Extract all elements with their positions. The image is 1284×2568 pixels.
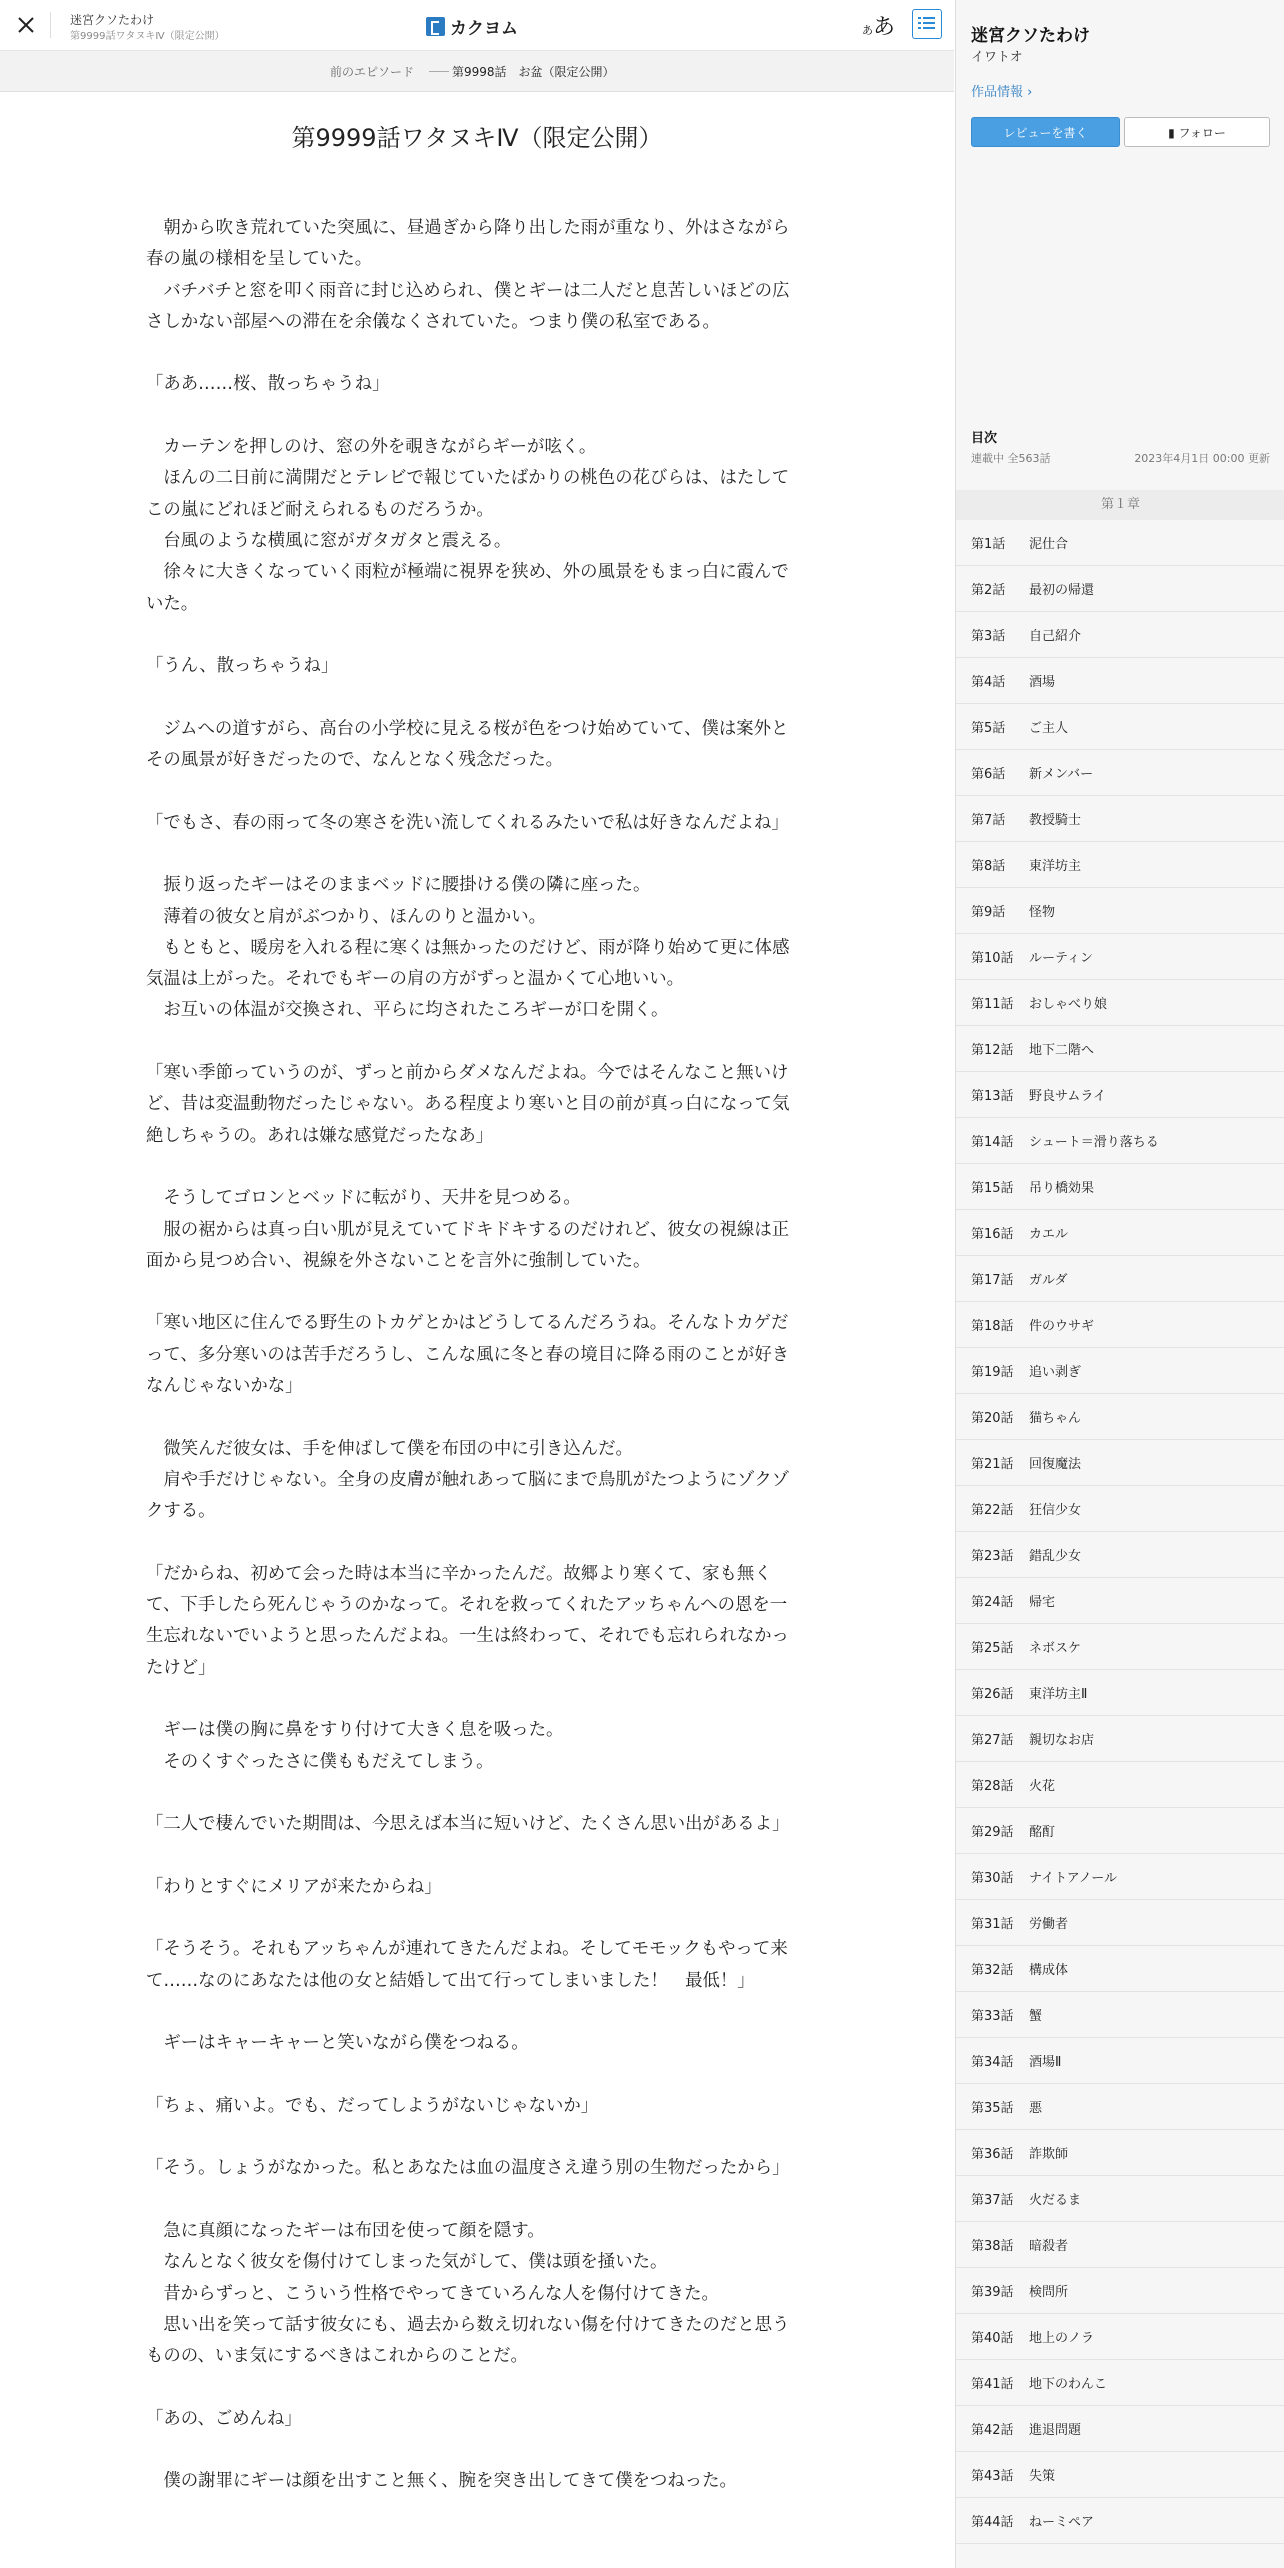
episode-list-item[interactable] xyxy=(956,1164,1284,1210)
episode-number: 第15話 xyxy=(971,1181,1014,1196)
episode-title-link: 酩酊 xyxy=(1029,1825,1056,1840)
previous-episode-link[interactable]: 前のエピソード xyxy=(330,65,415,79)
blank-line xyxy=(146,1027,792,1058)
episode-list-item[interactable] xyxy=(956,1210,1284,1256)
episode-list-item[interactable] xyxy=(956,980,1284,1026)
episode-title-link: シュート＝滑り落ちる xyxy=(1029,1135,1159,1150)
episode-list-item[interactable] xyxy=(956,566,1284,612)
episode-nav-bar xyxy=(0,51,954,92)
body-paragraph: 台風のような横風に窓がガタガタと震える。 xyxy=(146,530,512,551)
blank-line xyxy=(146,1527,792,1558)
episode-number: 第25話 xyxy=(971,1641,1014,1656)
episode-title-link: 労働者 xyxy=(1029,1917,1069,1932)
body-paragraph: 僕の謝罪にギーは顔を出すこと無く、腕を突き出してきて僕をつねった。 xyxy=(146,2471,737,2492)
blank-line xyxy=(146,2435,792,2466)
body-paragraph: そうしてゴロンとベッドに転がり、天井を見つめる。 xyxy=(146,1188,581,1209)
episode-list-item[interactable] xyxy=(956,1486,1284,1532)
blank-line xyxy=(146,338,792,369)
nav-separator xyxy=(429,71,449,72)
blank-line xyxy=(146,1778,792,1809)
episode-title-link: カエル xyxy=(1029,1227,1069,1242)
blank-line xyxy=(146,401,792,432)
episode-list-item[interactable] xyxy=(956,520,1284,566)
episode-number: 第35話 xyxy=(971,2101,1014,2116)
episode-list-item[interactable] xyxy=(956,2314,1284,2360)
episode-body xyxy=(146,213,792,2498)
sidebar-author[interactable]: イワトオ xyxy=(971,50,1023,65)
episode-title-link: 錯乱少女 xyxy=(1029,1549,1082,1564)
episode-list-item[interactable] xyxy=(956,1808,1284,1854)
body-paragraph: 「だからね、初めて会った時は本当に辛かったんだ。故郷より寒くて、家も無くて、下手したら死んじゃうのかなって。それを救ってくれたアッちゃんへの恩を一生忘れないでいようと思ったんだよね。一生は終わって、それでも忘れられなかったけど」 xyxy=(146,1563,789,1678)
episode-title-link: 東洋坊主 xyxy=(1029,859,1082,874)
episode-title-link: 地下のわんこ xyxy=(1029,2377,1108,2392)
episode-title-link: 地下二階へ xyxy=(1029,1043,1095,1058)
toc-toggle-button[interactable] xyxy=(912,9,942,39)
blank-line xyxy=(146,2185,792,2216)
body-paragraph: 「うん、散っちゃうね」 xyxy=(146,656,339,677)
episode-title-link: 暗殺者 xyxy=(1029,2239,1069,2254)
body-paragraph: 昔からずっと、こういう性格でやってきていろんな人を傷付けてきた。 xyxy=(146,2283,719,2304)
episode-list-item[interactable] xyxy=(956,842,1284,888)
episode-number: 第12話 xyxy=(971,1043,1014,1058)
episode-number: 第17話 xyxy=(971,1273,1014,1288)
toc-heading: 目次 xyxy=(971,431,998,446)
work-info-label: 作品情報 xyxy=(971,85,1024,100)
brand-name: カクヨム xyxy=(450,19,518,39)
episode-number: 第8話 xyxy=(971,859,1006,874)
episode-title-link: 進退問題 xyxy=(1029,2423,1082,2438)
body-paragraph: 「あの、ごめんね」 xyxy=(146,2408,302,2429)
episode-list-item[interactable] xyxy=(956,2452,1284,2498)
episode-list-item[interactable] xyxy=(956,1394,1284,1440)
episode-number: 第13話 xyxy=(971,1089,1014,1104)
episode-number: 第16話 xyxy=(971,1227,1014,1242)
brand-logo[interactable] xyxy=(426,14,518,39)
header-episode-title: 第9999話ワタヌキⅣ（限定公開） xyxy=(70,31,225,42)
body-paragraph: 服の裾からは真っ白い肌が見えていてドキドキするのだけれど、彼女の視線は正面から見つめ合い、視線を外さないことを言外に強制していた。 xyxy=(146,1219,790,1271)
header-work-title[interactable]: 迷宮クソたわけ xyxy=(70,13,155,27)
episode-number: 第40話 xyxy=(971,2331,1014,2346)
episode-title-link: 悪 xyxy=(1029,2101,1043,2116)
episode-list xyxy=(956,520,1284,2544)
episode-title-link: 火だるま xyxy=(1029,2193,1082,2208)
episode-number: 第14話 xyxy=(971,1135,1014,1150)
body-paragraph: 「寒い季節っていうのが、ずっと前からダメなんだよね。今ではそんなこと無いけど、昔は変温動物だったじゃない。ある程度より寒いと目の前が真っ白になって気絶しちゃうの。あれは嫌な感覚だったなあ」 xyxy=(146,1063,790,1146)
episode-title-link: 親切なお店 xyxy=(1029,1733,1095,1748)
episode-title-link: 検問所 xyxy=(1029,2285,1069,2300)
toc-status: 連載中 全563話 xyxy=(971,452,1051,465)
episode-number: 第28話 xyxy=(971,1779,1014,1794)
body-paragraph: バチバチと窓を叩く雨音に封じ込められ、僕とギーは二人だと息苦しいほどの広さしかない部屋への滞在を余儀なくされていた。つまり僕の私室である。 xyxy=(146,280,790,332)
body-paragraph: 「でもさ、春の雨って冬の寒さを洗い流してくれるみたいで私は好きなんだよね」 xyxy=(146,812,789,833)
header-divider xyxy=(50,12,51,38)
body-paragraph: 朝から吹き荒れていた突風に、昼過ぎから降り出した雨が重なり、外はさながら春の嵐の様相を呈していた。 xyxy=(146,218,790,270)
episode-number: 第29話 xyxy=(971,1825,1014,1840)
episode-number: 第23話 xyxy=(971,1549,1014,1564)
previous-episode-title[interactable]: 第9998話 お盆（限定公開） xyxy=(452,65,615,79)
list-icon xyxy=(913,10,940,37)
body-paragraph: カーテンを押しのけ、窓の外を覗きながらギーが呟く。 xyxy=(146,437,597,458)
blank-line xyxy=(146,839,792,870)
episode-number: 第21話 xyxy=(971,1457,1014,1472)
body-paragraph: 徐々に大きくなっていく雨粒が極端に視界を狭め、外の風景をもまっ白に霞んでいた。 xyxy=(146,562,789,614)
blank-line xyxy=(146,2122,792,2153)
episode-title-link: 構成体 xyxy=(1029,1963,1069,1978)
episode-number: 第43話 xyxy=(971,2469,1014,2484)
episode-title-link: おしゃべり娘 xyxy=(1029,997,1108,1012)
episode-list-item[interactable] xyxy=(956,2360,1284,2406)
blank-line xyxy=(146,1277,792,1308)
episode-title-link: ガルダ xyxy=(1029,1273,1068,1288)
episode-title-link: ご主人 xyxy=(1029,721,1069,736)
episode-list-item[interactable] xyxy=(956,1532,1284,1578)
font-size-large-glyph: あ xyxy=(873,15,896,40)
toc-updated: 2023年4月1日 00:00 更新 xyxy=(1134,452,1270,465)
episode-list-item[interactable] xyxy=(956,1992,1284,2038)
episode-number: 第19話 xyxy=(971,1365,1014,1380)
episode-title-link: ねーミペア xyxy=(1029,2515,1095,2530)
episode-list-item[interactable] xyxy=(956,1624,1284,1670)
episode-number: 第4話 xyxy=(971,675,1006,690)
blank-line xyxy=(146,1997,792,2028)
episode-title: 第9999話ワタヌキⅣ（限定公開） xyxy=(291,124,663,152)
work-info-link[interactable] xyxy=(971,81,1032,100)
episode-number: 第32話 xyxy=(971,1963,1014,1978)
episode-list-item[interactable] xyxy=(956,2176,1284,2222)
episode-title-link: ネボスケ xyxy=(1029,1641,1082,1656)
episode-title-link: 追い剥ぎ xyxy=(1029,1365,1082,1380)
episode-title-link: 新メンバー xyxy=(1029,767,1094,782)
episode-number: 第3話 xyxy=(971,629,1006,644)
body-paragraph: 「ちょ、痛いよ。でも、だってしようがないじゃないか」 xyxy=(146,2095,599,2116)
episode-number: 第1話 xyxy=(971,537,1006,552)
episode-title-link: 自己紹介 xyxy=(1029,629,1082,644)
episode-number: 第24話 xyxy=(971,1595,1014,1610)
episode-list-item[interactable] xyxy=(956,1578,1284,1624)
episode-list-item[interactable] xyxy=(956,934,1284,980)
body-paragraph: ギーは僕の胸に鼻をすり付けて大きく息を吸った。 xyxy=(146,1720,564,1741)
episode-list-item[interactable] xyxy=(956,2222,1284,2268)
blank-line xyxy=(146,682,792,713)
episode-list-item[interactable] xyxy=(956,1026,1284,1072)
episode-list-item[interactable] xyxy=(956,1670,1284,1716)
body-paragraph: 「そうそう。それもアッちゃんが連れてきたんだよね。そしてモモックもやって来て……なのにあなたは他の女と結婚して出て行ってしまいました！ 最低！」 xyxy=(146,1939,788,1991)
episode-title-link: 詐欺師 xyxy=(1029,2147,1069,2162)
episode-number: 第10話 xyxy=(971,951,1014,966)
write-review-button[interactable]: レビューを書く xyxy=(971,117,1120,147)
episode-title-link: 吊り橋効果 xyxy=(1029,1181,1095,1196)
episode-number: 第39話 xyxy=(971,2285,1014,2300)
episode-list-item[interactable] xyxy=(956,2084,1284,2130)
blank-line xyxy=(146,1903,792,1934)
episode-number: 第26話 xyxy=(971,1687,1014,1702)
episode-list-item[interactable] xyxy=(956,1900,1284,1946)
body-paragraph: ジムへの道すがら、高台の小学校に見える桜が色をつけ始めていて、僕は案外とその風景が好きだったので、なんとなく残念だった。 xyxy=(146,718,789,771)
episode-list-item[interactable] xyxy=(956,2498,1284,2544)
blank-line xyxy=(146,2372,792,2403)
chapter-heading: 第１章 xyxy=(956,490,1284,520)
body-paragraph: なんとなく彼女を傷付けてしまった気がして、僕は頭を掻いた。 xyxy=(146,2252,668,2273)
body-paragraph: 振り返ったギーはそのままベッドに腰掛ける僕の隣に座った。 xyxy=(146,875,651,896)
body-paragraph: 「寒い地区に住んでる野生のトカゲとかはどうしてるんだろうね。そんなトカゲだって、多分寒いのは苦手だろうし、こんな風に冬と春の境目に降る雨のことが好きなんじゃないかな」 xyxy=(146,1313,790,1396)
episode-number: 第42話 xyxy=(971,2423,1014,2438)
bookmark-plus-icon: ▮ xyxy=(1168,125,1175,140)
episode-number: 第18話 xyxy=(971,1319,1014,1334)
episode-list-item[interactable] xyxy=(956,796,1284,842)
episode-number: 第22話 xyxy=(971,1503,1014,1518)
body-paragraph: お互いの体温が交換され、平らに均されたころギーが口を開く。 xyxy=(146,1000,669,1021)
body-paragraph: そのくすぐったさに僕ももだえてしまう。 xyxy=(146,1751,494,1772)
episode-list-item[interactable] xyxy=(956,1348,1284,1394)
follow-button[interactable] xyxy=(1124,117,1270,147)
episode-number: 第20話 xyxy=(971,1411,1014,1426)
font-size-small-glyph: あ xyxy=(862,24,873,37)
episode-number: 第44話 xyxy=(971,2515,1014,2530)
episode-title-link: 蟹 xyxy=(1029,2009,1043,2024)
episode-number: 第41話 xyxy=(971,2377,1014,2392)
episode-title-link: 狂信少女 xyxy=(1029,1503,1082,1518)
episode-title-link: 地上のノラ xyxy=(1029,2331,1095,2346)
blank-line xyxy=(146,2060,792,2091)
episode-title-link: 東洋坊主Ⅱ xyxy=(1029,1687,1088,1702)
episode-list-item[interactable] xyxy=(956,750,1284,796)
blank-line xyxy=(146,620,792,651)
kakuyomu-logo-icon xyxy=(426,17,445,36)
sidebar xyxy=(955,0,1284,2568)
episode-list-item[interactable] xyxy=(956,888,1284,934)
body-paragraph: 「わりとすぐにメリアが来たからね」 xyxy=(146,1876,442,1897)
sidebar-work-title[interactable]: 迷宮クソたわけ xyxy=(971,26,1090,46)
episode-list-item[interactable] xyxy=(956,704,1284,750)
body-paragraph: 薄着の彼女と肩がぶつかり、ほんのりと温かい。 xyxy=(146,906,546,927)
episode-title-link: 酒場 xyxy=(1029,675,1056,690)
episode-number: 第27話 xyxy=(971,1733,1014,1748)
episode-list-item[interactable] xyxy=(956,1118,1284,1164)
episode-number: 第30話 xyxy=(971,1871,1014,1886)
body-paragraph: 「ああ……桜、散っちゃうね」 xyxy=(146,374,390,395)
episode-title-link: 泥仕合 xyxy=(1029,537,1069,552)
episode-number: 第33話 xyxy=(971,2009,1014,2024)
episode-number: 第38話 xyxy=(971,2239,1014,2254)
blank-line xyxy=(146,1402,792,1433)
blank-line xyxy=(146,776,792,807)
body-paragraph: ギーはキャーキャーと笑いながら僕をつねる。 xyxy=(146,2033,529,2054)
episode-number: 第37話 xyxy=(971,2193,1014,2208)
blank-line xyxy=(146,1840,792,1871)
episode-list-item[interactable] xyxy=(956,1716,1284,1762)
episode-title-link: 回復魔法 xyxy=(1029,1457,1082,1472)
episode-number: 第7話 xyxy=(971,813,1006,828)
episode-number: 第2話 xyxy=(971,583,1006,598)
body-paragraph: もともと、暖房を入れる程に寒くは無かったのだけど、雨が降り始めて更に体感気温は上がった。それでもギーの肩の方がずっと温かくて心地いい。 xyxy=(146,937,790,990)
episode-title-link: 帰宅 xyxy=(1029,1595,1056,1610)
episode-title-link: ナイトアノール xyxy=(1029,1871,1118,1886)
episode-list-item[interactable] xyxy=(956,2038,1284,2084)
episode-title-link: ルーティン xyxy=(1029,951,1093,966)
body-paragraph: 肩や手だけじゃない。全身の皮膚が触れあって脳にまで鳥肌がたつようにゾクゾクする。 xyxy=(146,1469,790,1522)
body-paragraph: 思い出を笑って話す彼女にも、過去から数え切れない傷を付けてきたのだと思うものの、いま気にするべきはこれからのことだ。 xyxy=(146,2314,790,2367)
body-paragraph: 微笑んだ彼女は、手を伸ばして僕を布団の中に引き込んだ。 xyxy=(146,1438,633,1459)
episode-title-link: 酒場Ⅱ xyxy=(1029,2055,1062,2070)
episode-list-item[interactable] xyxy=(956,1302,1284,1348)
body-paragraph: 「そう。しょうがなかった。私とあなたは血の温度さえ違う別の生物だったから」 xyxy=(146,2158,790,2179)
episode-list-item[interactable] xyxy=(956,1854,1284,1900)
episode-title-link: 失策 xyxy=(1029,2469,1056,2484)
blank-line xyxy=(146,1152,792,1183)
episode-number: 第5話 xyxy=(971,721,1006,736)
close-icon[interactable] xyxy=(14,13,38,37)
episode-title-link: 教授騎士 xyxy=(1029,813,1082,828)
body-paragraph: 「二人で棲んでいた期間は、今思えば本当に短いけど、たくさん思い出があるよ」 xyxy=(146,1814,790,1835)
episode-list-item[interactable] xyxy=(956,1440,1284,1486)
episode-list-item[interactable] xyxy=(956,1946,1284,1992)
episode-number: 第6話 xyxy=(971,767,1006,782)
episode-title-link: 猫ちゃん xyxy=(1029,1411,1082,1426)
episode-list-item[interactable] xyxy=(956,1762,1284,1808)
episode-list-item[interactable] xyxy=(956,2130,1284,2176)
episode-list-item[interactable] xyxy=(956,2406,1284,2452)
body-paragraph: 急に真顔になったギーは布団を使って顔を隠す。 xyxy=(146,2221,545,2241)
episode-number: 第9話 xyxy=(971,905,1006,920)
episode-number: 第31話 xyxy=(971,1917,1014,1932)
episode-list-item[interactable] xyxy=(956,612,1284,658)
episode-number: 第11話 xyxy=(971,997,1014,1012)
episode-number: 第36話 xyxy=(971,2147,1014,2162)
episode-list-item[interactable] xyxy=(956,1256,1284,1302)
episode-title-link: 最初の帰還 xyxy=(1029,583,1095,598)
episode-number: 第34話 xyxy=(971,2055,1014,2070)
body-paragraph: ほんの二日前に満開だとテレビで報じていたばかりの桃色の花びらは、はたしてこの嵐にどれほど耐えられるものだろうか。 xyxy=(146,468,790,520)
episode-list-item[interactable] xyxy=(956,658,1284,704)
episode-title-link: 火花 xyxy=(1029,1779,1056,1794)
follow-button-label: フォロー xyxy=(1178,125,1226,140)
episode-title-link: 件のウサギ xyxy=(1029,1319,1095,1334)
blank-line xyxy=(146,1684,792,1715)
reader-header xyxy=(0,0,954,51)
episode-list-item[interactable] xyxy=(956,2268,1284,2314)
episode-title-link: 怪物 xyxy=(1029,905,1056,920)
episode-title-link: 野良サムライ xyxy=(1029,1089,1106,1104)
font-size-button[interactable] xyxy=(862,10,895,41)
chevron-right-icon: › xyxy=(1027,85,1033,100)
episode-list-item[interactable] xyxy=(956,1072,1284,1118)
